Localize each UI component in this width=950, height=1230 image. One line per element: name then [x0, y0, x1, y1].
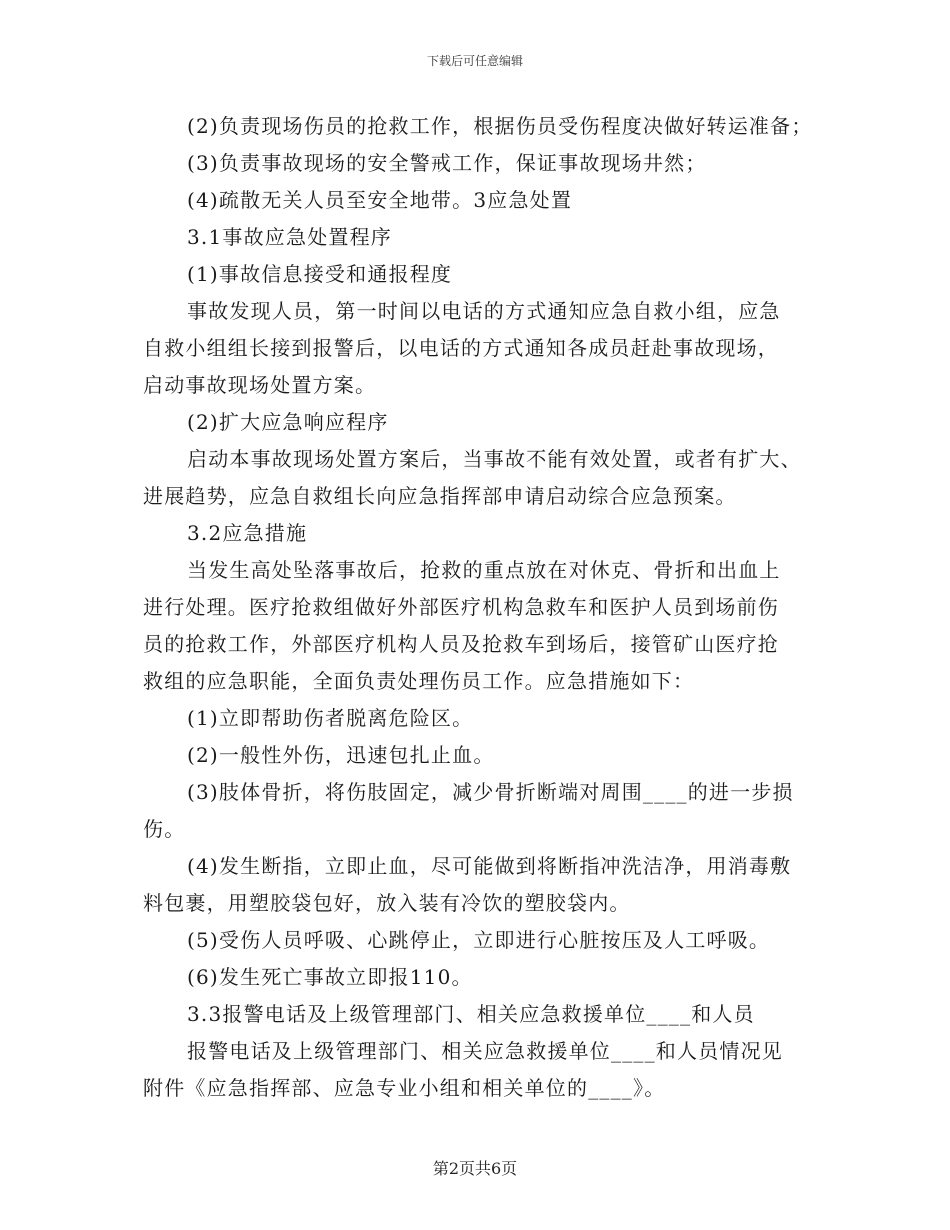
text-line: 附件《应急指挥部、应急专业小组和相关单位的____》。 [143, 1076, 666, 1100]
text-line: (2)扩大应急响应程序 [187, 410, 389, 434]
text-line: 3.1事故应急处置程序 [187, 225, 393, 249]
text-line: 救组的应急职能，全面负责处理伤员工作。应急措施如下： [143, 669, 695, 693]
page-header: 下载后可任意编辑 [426, 54, 523, 68]
text-line: 报警电话及上级管理部门、相关应急救援单位____和人员情况见 [187, 1039, 783, 1063]
text-line: (4)疏散无关人员至安全地带。3应急处置 [187, 188, 573, 212]
text-line: 伤。 [143, 817, 186, 841]
text-line: 进展趋势，应急自救组长向应急指挥部申请启动综合应急预案。 [143, 484, 737, 508]
text-line: (4)发生断指，立即止血，尽可能做到将断指冲洗洁净，用消毒敷 [187, 854, 792, 878]
text-line: (6)发生死亡事故立即报110。 [187, 965, 473, 989]
text-line: (3)肢体骨折，将伤肢固定，减少骨折断端对周围____的进一步损 [187, 780, 794, 804]
text-line: (1)立即帮助伤者脱离危险区。 [187, 706, 474, 730]
text-line: (2)负责现场伤员的抢救工作，根据伤员受伤程度决做好转运准备； [187, 114, 813, 138]
document-body [143, 108, 823, 1107]
text-line: 事故发现人员，第一时间以电话的方式通知应急自救小组，应急 [187, 299, 781, 323]
text-line: (5)受伤人员呼吸、心跳停止，立即进行心脏按压及人工呼吸。 [187, 928, 771, 952]
text-line: 员的抢救工作，外部医疗机构人员及抢救车到场后，接管矿山医疗抢 [143, 632, 779, 656]
text-line: 当发生高处坠落事故后，抢救的重点放在对休克、骨折和出血上 [187, 558, 781, 582]
text-line: 料包裹，用塑胶袋包好，放入装有冷饮的塑胶袋内。 [143, 891, 631, 915]
text-line: 启动事故现场处置方案。 [143, 373, 377, 397]
text-line: (3)负责事故现场的安全警戒工作，保证事故现场井然； [187, 151, 707, 175]
text-line: 进行处理。医疗抢救组做好外部医疗机构急救车和医护人员到场前伤 [143, 595, 779, 619]
text-line: 3.3报警电话及上级管理部门、相关应急救援单位____和人员 [187, 1002, 755, 1026]
text-line: 启动本事故现场处置方案后，当事故不能有效处置，或者有扩大、 [187, 447, 802, 471]
text-line: 自救小组组长接到报警后，以电话的方式通知各成员赶赴事故现场， [143, 336, 779, 360]
text-line: (1)事故信息接受和通报程度 [187, 262, 453, 286]
page-footer: 第2页共6页 [432, 1159, 518, 1178]
text-line: (2)一般性外伤，迅速包扎止血。 [187, 743, 495, 767]
text-line: 3.2应急措施 [187, 521, 308, 545]
